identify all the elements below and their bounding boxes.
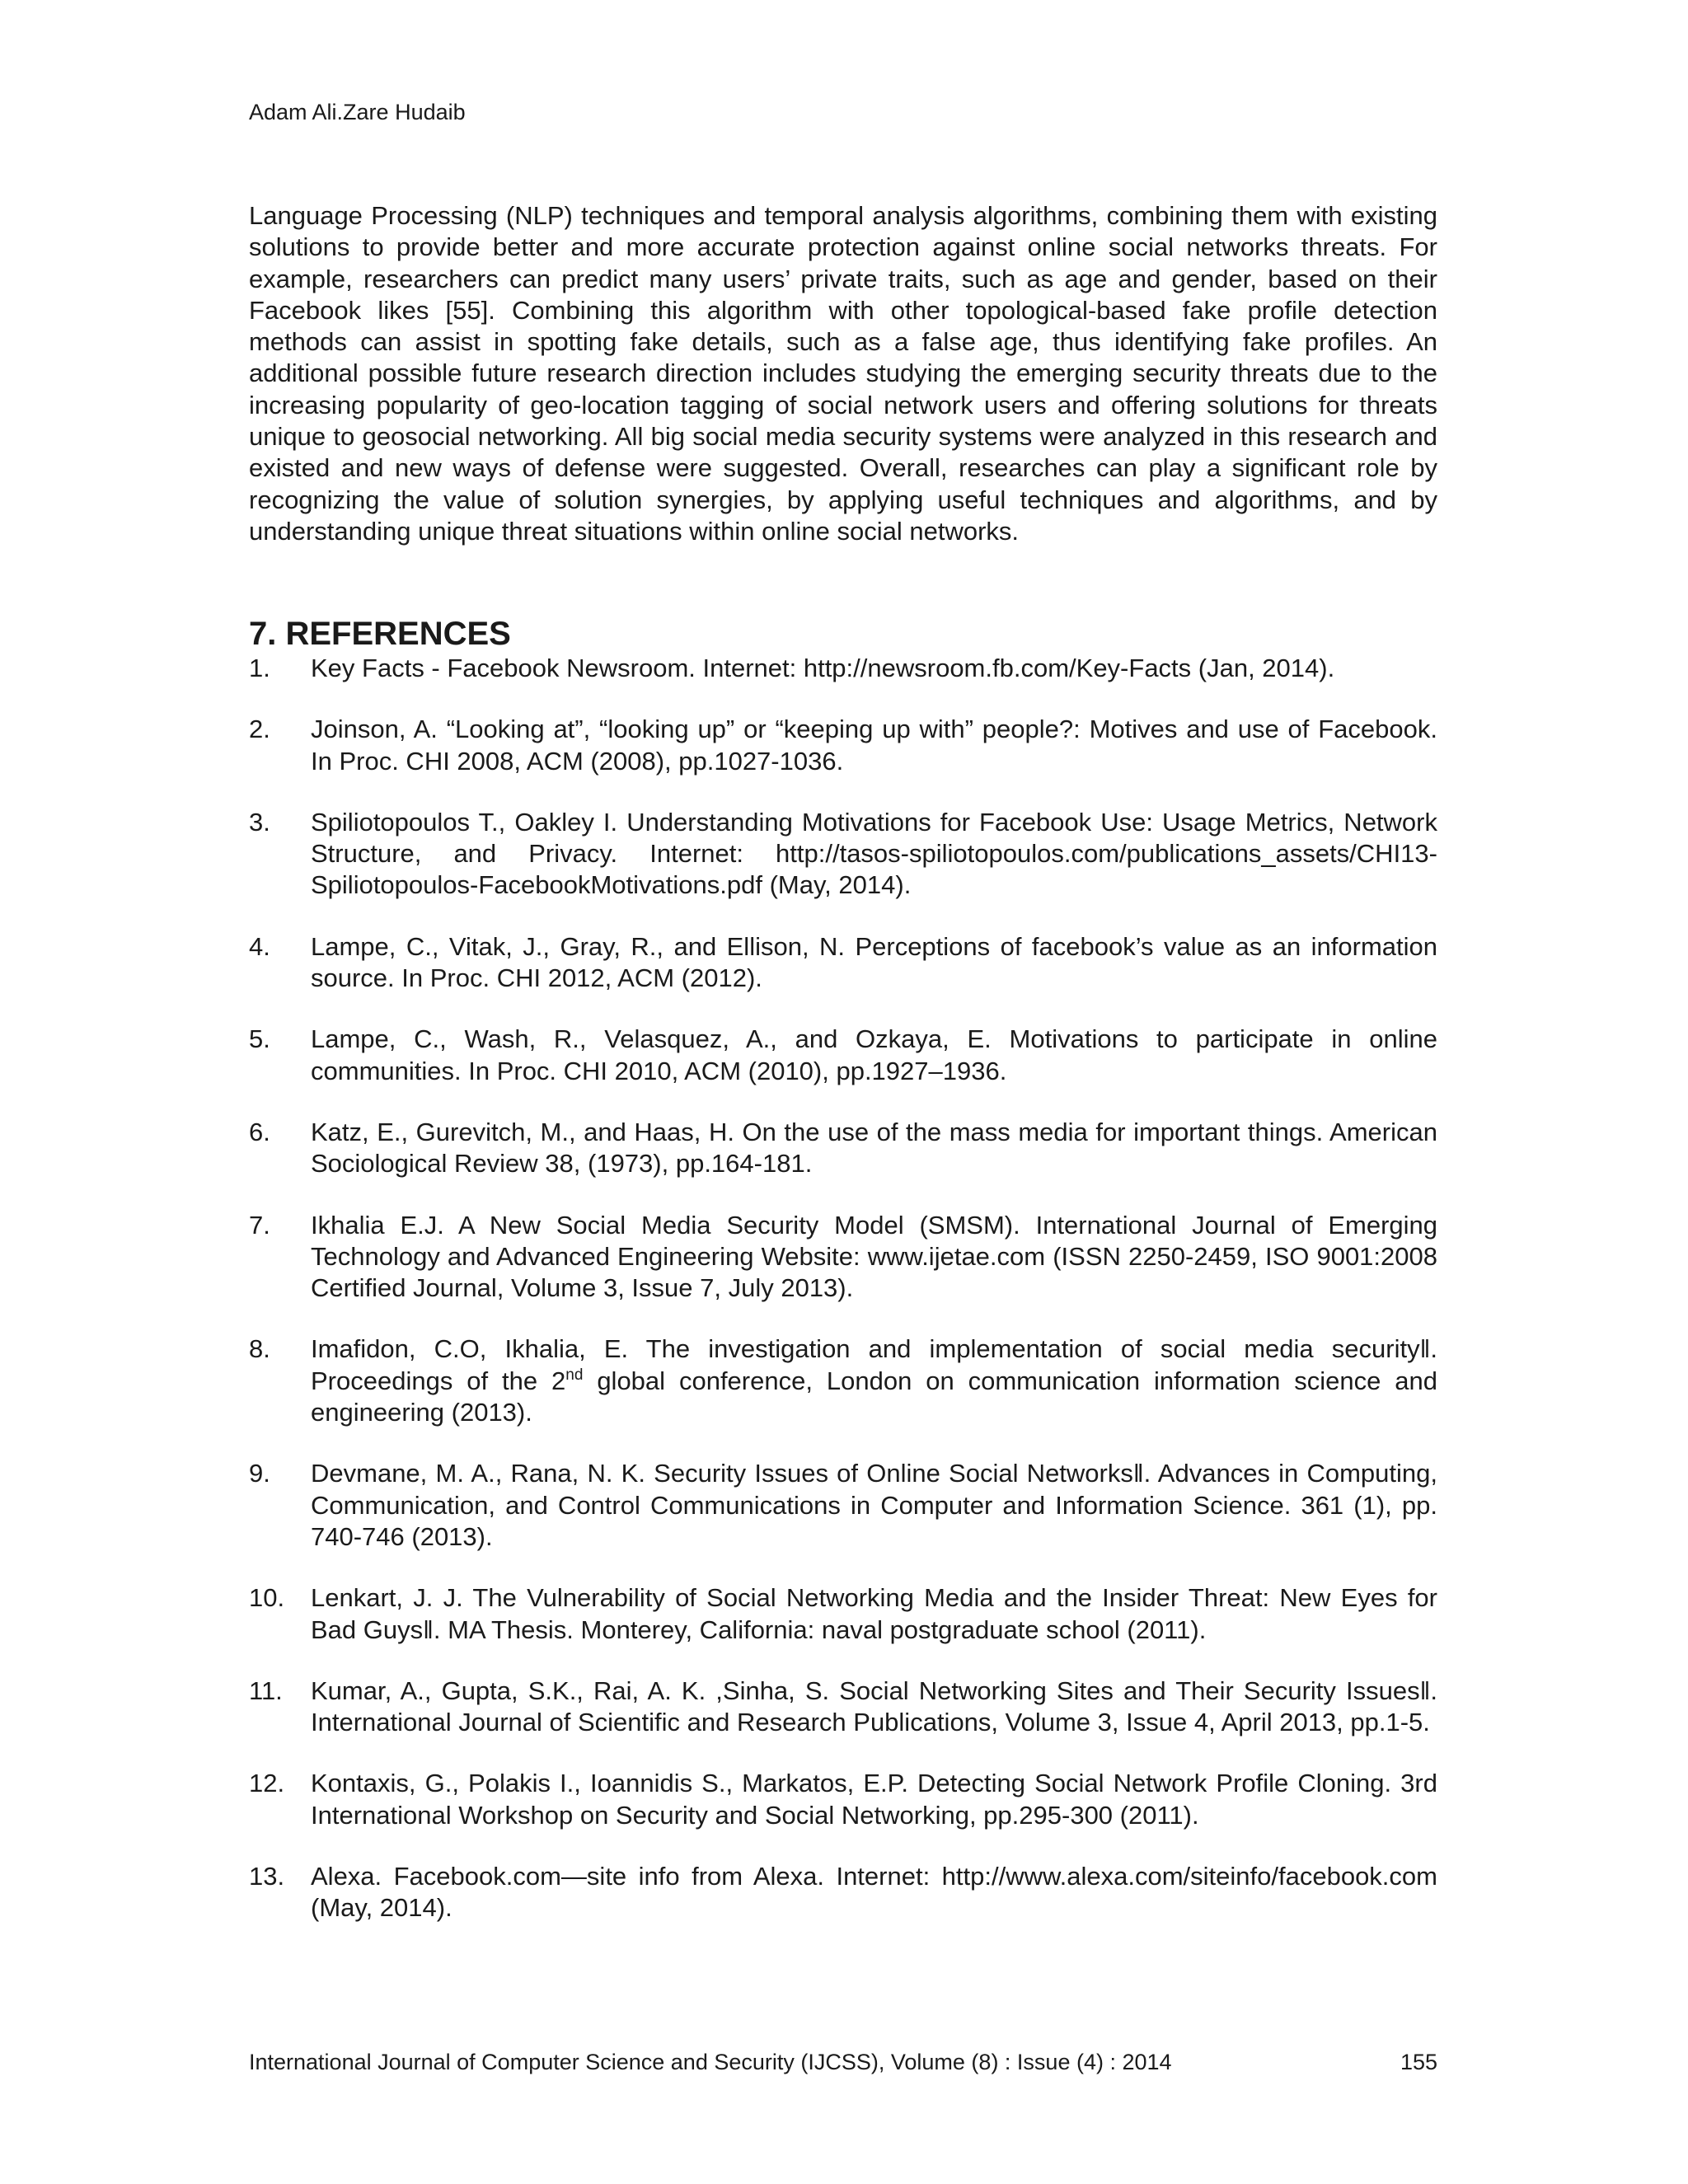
page-number: 155: [1400, 2050, 1437, 2074]
reference-text-part: Imafidon, C.O, Ikhalia, E. The investigation and implementation of social media security‖. Proceedings of the 2: [311, 1334, 1437, 1395]
reference-text: Alexa. Facebook.com—site info from Alexa. Internet: http://www.alexa.com/siteinfo/facebook.com (May, 2014).: [311, 1862, 1437, 1923]
reference-text: Joinson, A. “Looking at”, “looking up” or “keeping up with” people?: Motives and use of Facebook. In Proc. CHI 2008, ACM (2008), pp.1027-1036.: [311, 715, 1437, 776]
reference-number: 13.: [249, 1862, 285, 1891]
reference-text: Kontaxis, G., Polakis I., Ioannidis S., Markatos, E.P. Detecting Social Network Profile Cloning. 3rd International Workshop on Security and Social Networking, pp.295-300 (2011).: [311, 1769, 1437, 1830]
section-heading-references: 7. REFERENCES: [249, 616, 511, 652]
reference-item: [249, 1210, 1437, 1305]
reference-text: Lenkart, J. J. The Vulnerability of Social Networking Media and the Insider Threat: New Eyes for Bad Guys‖. MA Thesis. Monterey, California: naval postgraduate school (2011).: [311, 1583, 1437, 1644]
reference-number: 1.: [249, 654, 270, 682]
reference-number: 10.: [249, 1583, 285, 1613]
reference-text: [311, 1333, 1437, 1428]
reference-number: 3.: [249, 807, 270, 837]
body-paragraph: Language Processing (NLP) techniques and temporal analysis algorithms, combining them with existing solutions to provide better and more accurate protection against online social networks threats. For example, researchers can predict many users’ private traits, such as age and gender, based on their Facebook likes [55]. Combining this algorithm with other topological-based fake profile detection methods can assist in spotting fake details, such as a false age, thus identifying fake profiles. An additional possible future research direction includes studying the emerging security threats due to the increasing popularity of geo-location tagging of social network users and offering solutions for threats unique to geosocial networking. All big social media security systems were analyzed in this research and existed and new ways of defense were suggested. Overall, researches can play a significant role by recognizing the value of solution synergies, by applying useful techniques and algorithms, and by understanding unique threat situations within online social networks.: [249, 201, 1437, 546]
reference-number: 4.: [249, 931, 270, 961]
reference-text: Spiliotopoulos T., Oakley I. Understanding Motivations for Facebook Use: Usage Metrics, Network Structure, and Privacy. Internet: http://tasos-spiliotopoulos.com/publications_assets/CHI13-Spiliotopoulos-FacebookMotivations.pdf (May, 2014).: [311, 807, 1437, 900]
reference-number: 7.: [249, 1210, 270, 1240]
reference-item: [249, 1024, 1437, 1087]
reference-number: 6.: [249, 1117, 270, 1146]
reference-item: [249, 1458, 1437, 1553]
reference-text: Lampe, C., Wash, R., Velasquez, A., and Ozkaya, E. Motivations to participate in online communities. In Proc. CHI 2010, ACM (2010), pp.1927–1936.: [311, 1024, 1437, 1085]
reference-number: 5.: [249, 1024, 270, 1054]
reference-text: Devmane, M. A., Rana, N. K. Security Issues of Online Social Networks‖. Advances in Computing, Communication, and Control Communications in Computer and Information Science. 361 (1), pp. 740-746 (2013).: [311, 1459, 1437, 1551]
ordinal-superscript: nd: [565, 1366, 584, 1384]
footer-journal-citation: International Journal of Computer Science and Security (IJCSS), Volume (8) : Issue (4) : 2014: [249, 2050, 1172, 2074]
reference-item: [249, 1117, 1437, 1180]
reference-item: [249, 1861, 1437, 1924]
reference-item: [249, 1768, 1437, 1831]
reference-number: 2.: [249, 715, 270, 744]
reference-text: Kumar, A., Gupta, S.K., Rai, A. K. ,Sinha, S. Social Networking Sites and Their Security Issues‖. International Journal of Scientific and Research Publications, Volume 3, Issue 4, April 2013, pp.1-5.: [311, 1675, 1437, 1737]
reference-list: [249, 653, 1437, 1954]
reference-item: [249, 714, 1437, 777]
reference-item: [249, 807, 1437, 902]
reference-number: 9.: [249, 1459, 270, 1488]
reference-item: [249, 1582, 1437, 1646]
running-head-author: Adam Ali.Zare Hudaib: [249, 100, 466, 124]
reference-item: [249, 931, 1437, 995]
reference-item: [249, 1333, 1437, 1428]
reference-text: Katz, E., Gurevitch, M., and Haas, H. On the use of the mass media for important things. American Sociological Review 38, (1973), pp.164-181.: [311, 1117, 1437, 1179]
reference-text: Lampe, C., Vitak, J., Gray, R., and Ellison, N. Perceptions of facebook’s value as an information source. In Proc. CHI 2012, ACM (2012).: [311, 931, 1437, 993]
reference-number: 12.: [249, 1769, 285, 1798]
reference-text: Key Facts - Facebook Newsroom. Internet: http://newsroom.fb.com/Key-Facts (Jan, 2014).: [311, 654, 1335, 682]
reference-item: [249, 1675, 1437, 1739]
reference-text: Ikhalia E.J. A New Social Media Security Model (SMSM). International Journal of Emerging Technology and Advanced Engineering Website: www.ijetae.com (ISSN 2250-2459, ISO 9001:2008 Certified Journal, Volume 3, Issue 7, July 2013).: [311, 1210, 1437, 1303]
reference-number: 11.: [249, 1675, 283, 1705]
reference-item: [249, 653, 1437, 684]
reference-number: 8.: [249, 1334, 270, 1364]
reference-text-part: global conference, London on communication information science and engineering (2013).: [311, 1366, 1438, 1427]
